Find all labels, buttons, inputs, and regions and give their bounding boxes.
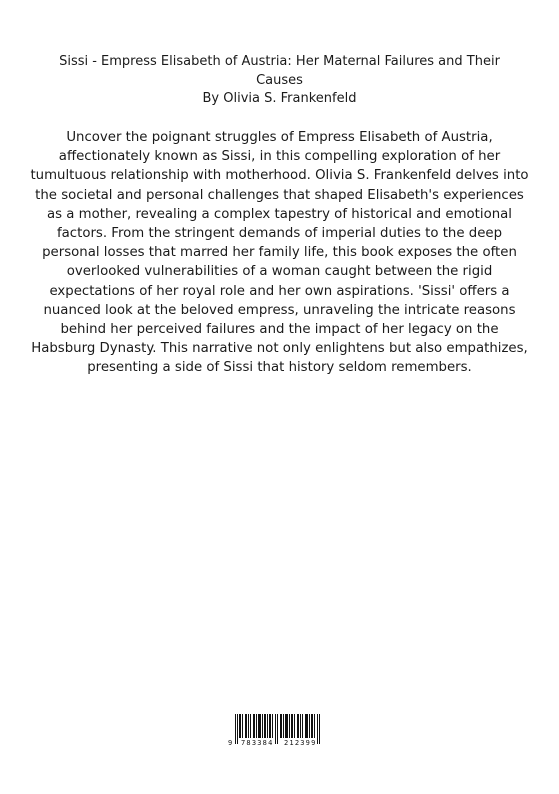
barcode-digit-group-left: 783384 — [241, 739, 274, 747]
barcode-digit-group-right: 212399 — [284, 739, 317, 747]
isbn-barcode — [228, 714, 328, 748]
book-blurb: Uncover the poignant struggles of Empress Elisabeth of Austria, affectionately known as Sissi, in this compelling exploration of her tumultuous relationship with motherhood. Olivia S. Frankenfeld delves into the societal and personal challenges that shaped Elisabeth's experiences as a mother, revealing a complex tapestry of historical and emotional factors. From the stringent demands of imperial duties to the deep personal losses that marred her family life, this book exposes the often overlooked vulnerabilities of a woman caught between the rigid expectations of her royal role and her own aspirations. 'Sissi' offers a nuanced look at the beloved empress, unraveling the intricate reasons behind her perceived failures and the impact of her legacy on the Habsburg Dynasty. This narrative not only enlightens but also empathizes, presenting a side of Sissi that history seldom remembers. — [30, 130, 529, 376]
barcode-first-digit: 9 — [228, 739, 233, 747]
book-title-line-1: Sissi - Empress Elisabeth of Austria: Her Maternal Failures and Their — [59, 54, 500, 69]
book-header — [30, 53, 529, 109]
book-title-line-2: Causes — [256, 72, 303, 88]
book-author: By Olivia S. Frankenfeld — [202, 91, 357, 106]
